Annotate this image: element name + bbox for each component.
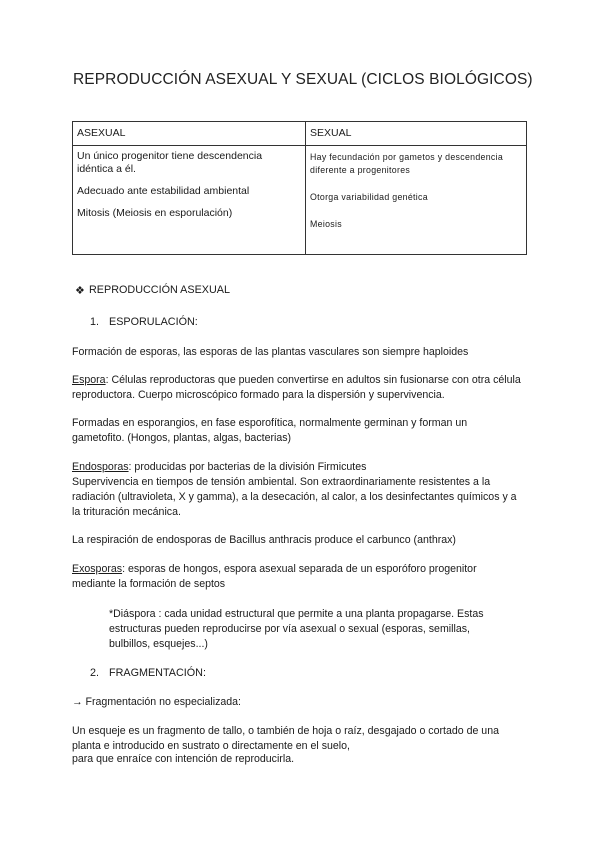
subsection-number: 1. [90,316,100,328]
asexual-item: Adecuado ante estabilidad ambiental [77,185,250,197]
paragraph: Un esqueje es un fragmento de tallo, o también de hoja o raíz, desgajado o cortado de una planta e introducido en sustrato o directamente en el suelo, [72,725,499,752]
endosporas-definition: : producidas por bacterias de la división Firmicutes [128,461,367,473]
paragraph-espora [72,373,527,403]
sexual-item: Hay fecundación por gametos y descendencia diferente a progenitores [310,152,504,175]
header-asexual: ASEXUAL [73,122,306,146]
diaspora-note: *Diáspora : cada unidad estructural que permite a una planta propagarse. Estas estructuras pueden reproducirse por vía asexual o sexual (esporas, semillas, bulbillos, esquejes...) [109,608,484,650]
sexual-cell [306,146,527,255]
table-row [73,146,527,255]
section-heading: REPRODUCCIÓN ASEXUAL [89,284,230,296]
paragraph: para que enraíce con intención de reproducirla. [72,753,295,765]
subsection-number: 2. [90,667,100,679]
page-title: REPRODUCCIÓN ASEXUAL Y SEXUAL (CICLOS BIOLÓGICOS) [73,71,533,88]
table-header-row [73,122,527,146]
comparison-table [72,121,527,255]
paragraph: La respiración de endosporas de Bacillus anthracis produce el carbunco (anthrax) [72,534,456,546]
paragraph-endosporas [72,460,532,475]
asexual-cell [73,146,306,255]
term-endosporas: Endosporas [72,461,129,473]
espora-definition: : Células reproductoras que pueden convertirse en adultos sin fusionarse con otra célula reproductora. Cuerpo microscópico formado para la dispersión y supervivencia. [72,374,521,401]
subsection-heading: FRAGMENTACIÓN: [109,667,206,679]
paragraph-exosporas [72,562,512,592]
asexual-item: Mitosis (Meiosis en esporulación) [77,207,233,219]
diamond-bullet-icon: ❖ [75,285,85,297]
sexual-item: Otorga variabilidad genética [310,192,428,202]
paragraph: Formación de esporas, las esporas de las plantas vasculares son siempre haploides [72,346,469,358]
paragraph: Supervivencia en tiempos de tensión ambiental. Son extraordinariamente resistentes a la radiación (ultravioleta, X y gamma), a la desecación, al calor, a los desinfectantes químicos y a la trituración mecánica. [72,476,517,518]
asexual-item: Un único progenitor tiene descendencia idéntica a él. [77,150,263,175]
paragraph: Formadas en esporangios, en fase esporofítica, normalmente germinan y forman un gametofito. (Hongos, plantas, algas, bacterias) [72,417,468,444]
header-sexual: SEXUAL [306,122,527,146]
subsection-heading: ESPORULACIÓN: [109,316,198,328]
term-espora: Espora [72,374,106,386]
term-exosporas: Exosporas [72,563,123,575]
exosporas-definition: : esporas de hongos, espora asexual separada de un esporóforo progenitor mediante la formación de septos [72,563,477,590]
paragraph: → Fragmentación no especializada: [72,696,242,708]
sexual-item: Meiosis [310,219,342,229]
